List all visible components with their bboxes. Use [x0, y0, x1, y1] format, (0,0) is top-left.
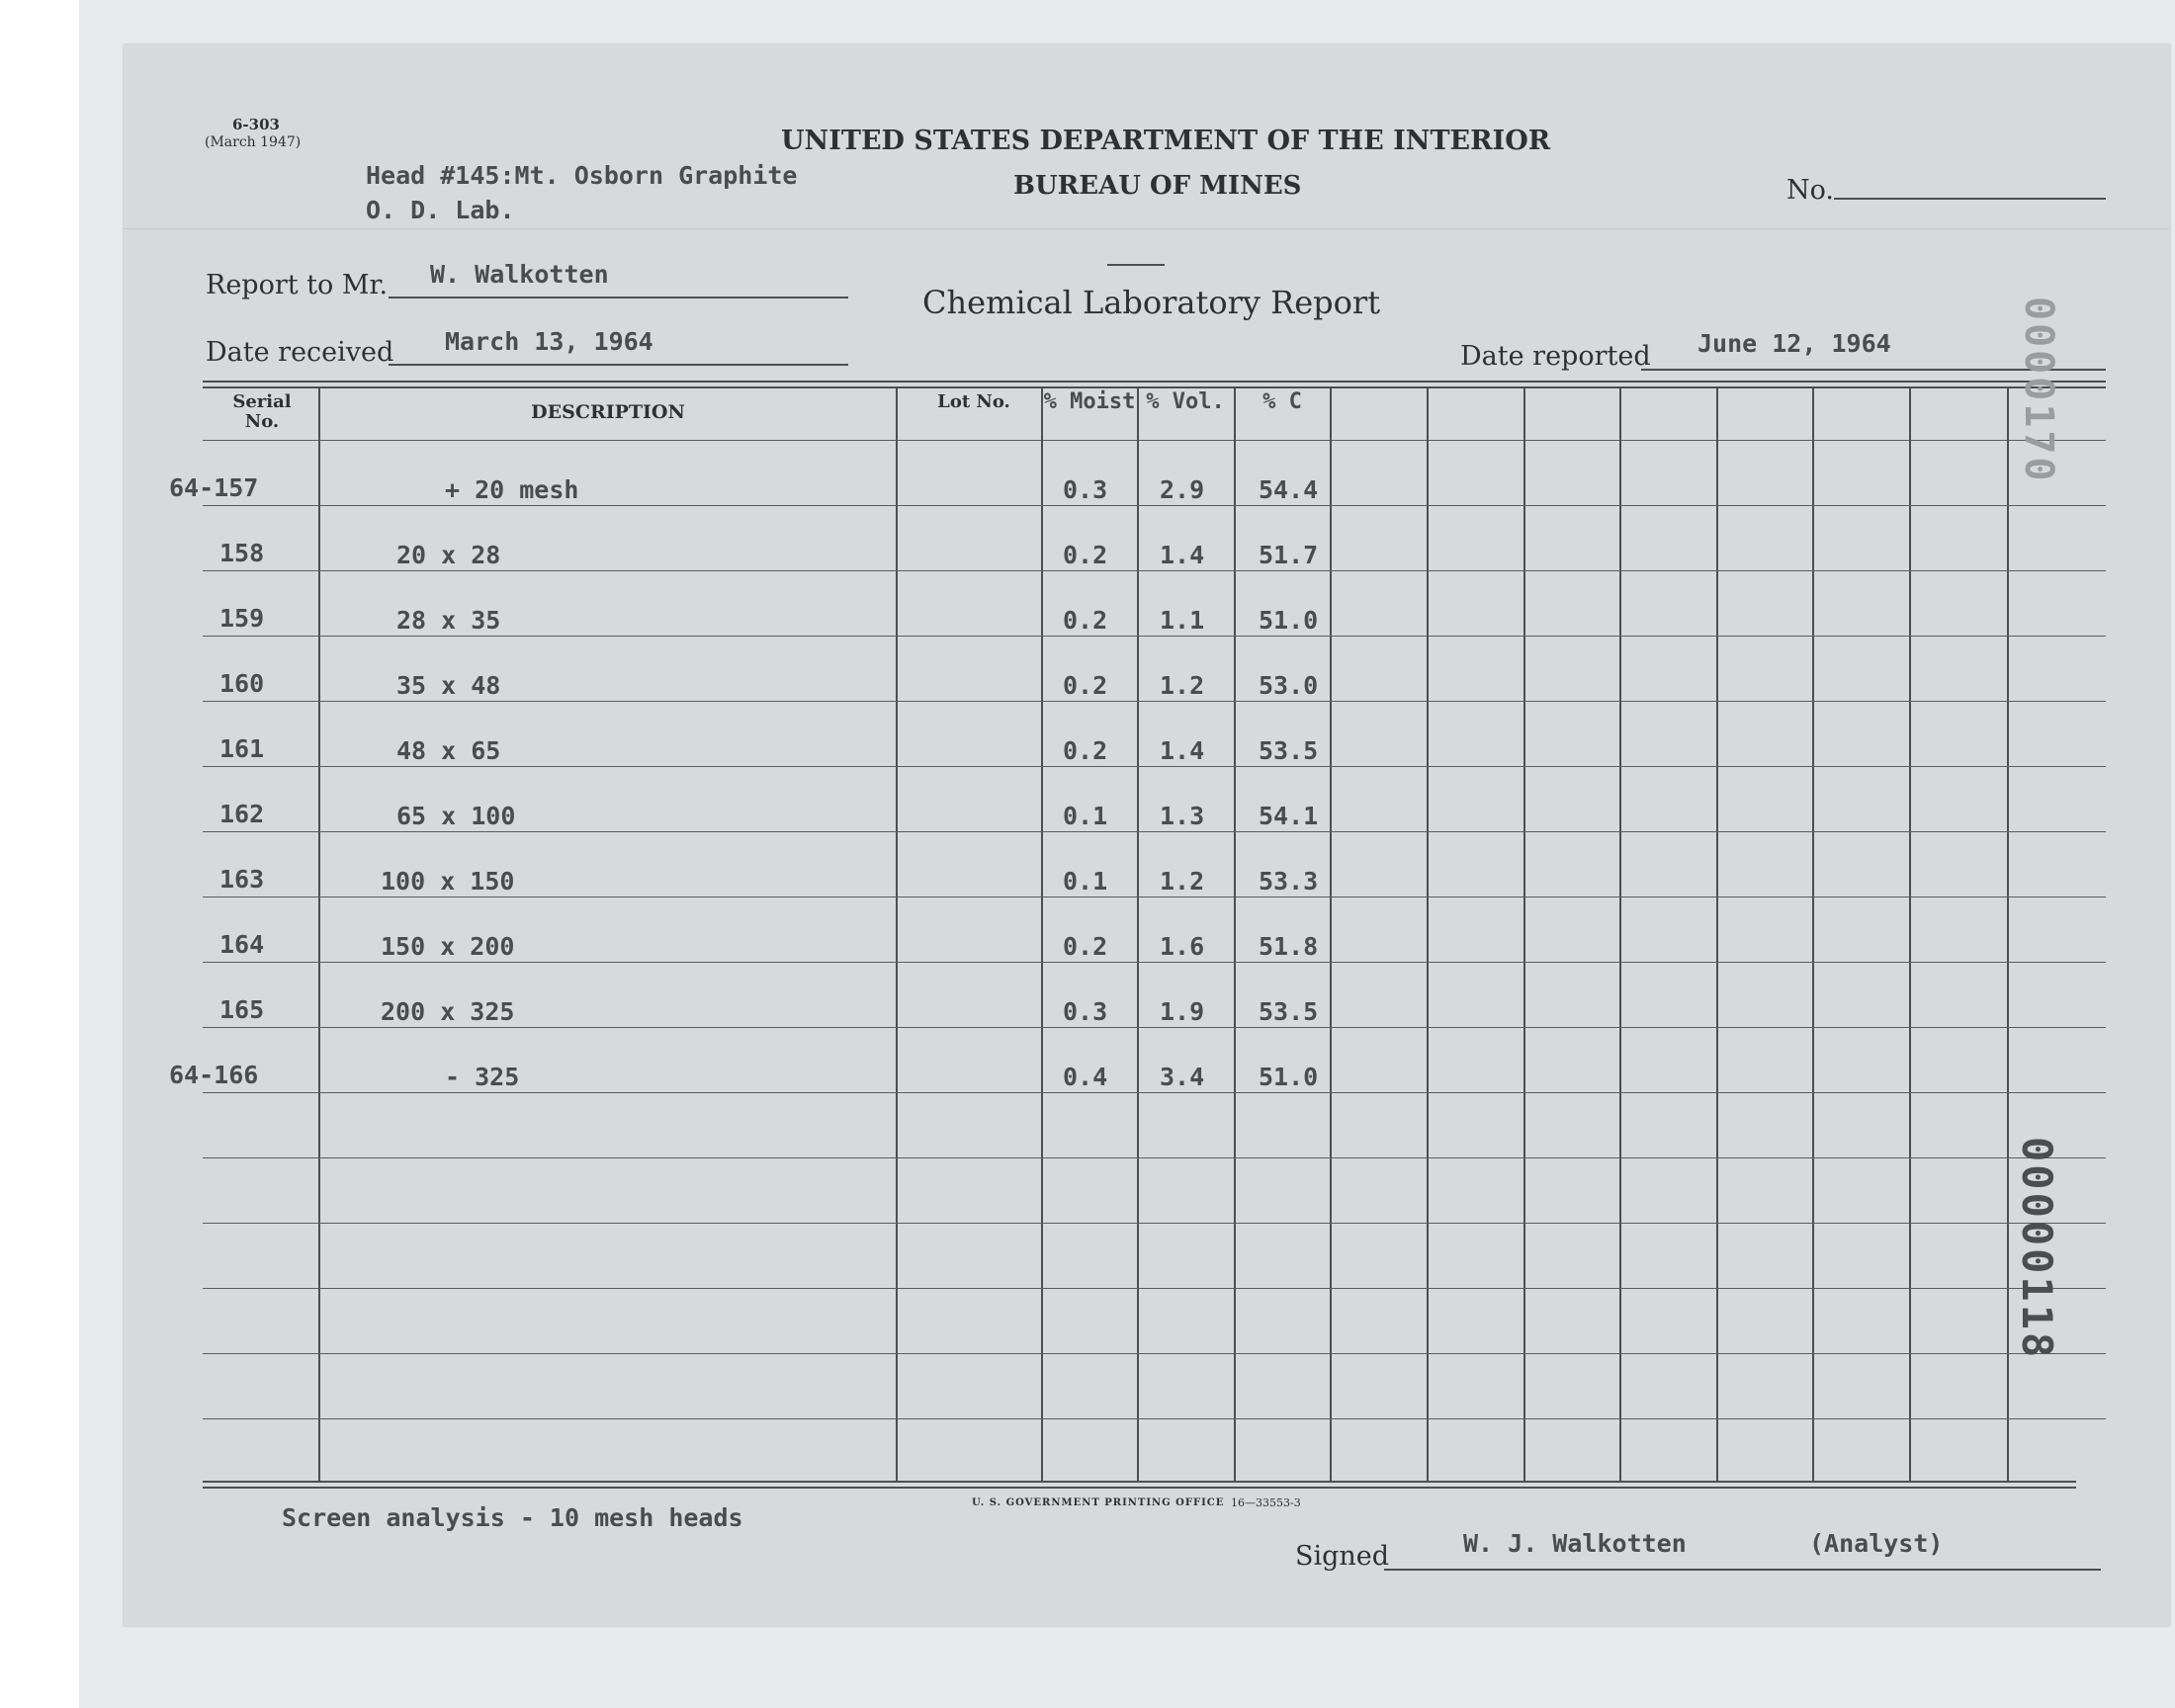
row-rule	[203, 962, 2106, 963]
stamp-number-lower: 00000118	[2013, 1137, 2061, 1361]
cell-c: 53.3	[1259, 867, 1319, 896]
report-to-value: W. Walkotten	[430, 260, 609, 289]
row-rule	[203, 636, 2106, 637]
cell-description: 48 x 65	[396, 736, 501, 765]
date-reported-label: Date reported	[1460, 341, 1651, 372]
no-label: No.	[1786, 175, 1834, 206]
row-rule	[203, 1223, 2106, 1224]
cell-vol: 1.1	[1160, 606, 1205, 635]
header-vol: % Vol.	[1146, 389, 1225, 414]
col-divider	[2007, 386, 2009, 1481]
signed-value: W. J. Walkotten	[1463, 1529, 1687, 1558]
col-divider	[1427, 386, 1429, 1481]
row-rule	[203, 1288, 2106, 1289]
cell-moist: 0.3	[1063, 475, 1108, 504]
signed-role: (Analyst)	[1809, 1529, 1944, 1558]
cell-description: + 20 mesh	[445, 475, 579, 504]
cell-serial: 164	[219, 930, 265, 959]
date-received-value: March 13, 1964	[445, 327, 653, 356]
cell-description: 100 x 150	[381, 867, 515, 896]
signed-label: Signed	[1295, 1541, 1390, 1572]
no-field	[1834, 198, 2106, 200]
table-header-rule	[203, 440, 2106, 441]
cell-vol: 2.9	[1160, 475, 1205, 504]
report-form	[124, 44, 2170, 1626]
form-edition: (March 1947)	[205, 134, 302, 150]
row-rule	[203, 1157, 2106, 1158]
printer-code: 16—33553-3	[1231, 1496, 1301, 1509]
col-divider	[1619, 386, 1621, 1481]
col-divider	[1330, 386, 1332, 1481]
cell-c: 51.7	[1259, 541, 1319, 569]
col-divider	[1041, 386, 1043, 1481]
head-line-1: Head #145:Mt. Osborn Graphite	[366, 161, 798, 190]
signature-field	[1384, 1569, 2101, 1571]
note-text: Screen analysis - 10 mesh heads	[282, 1503, 743, 1532]
cell-vol: 1.9	[1160, 997, 1205, 1026]
cell-moist: 0.1	[1063, 802, 1108, 830]
cell-c: 53.5	[1259, 997, 1319, 1026]
col-divider	[1909, 386, 1911, 1481]
bureau-title: BUREAU OF MINES	[1013, 171, 1302, 201]
table-bottom-rule-1	[203, 1481, 2076, 1483]
cell-vol: 3.4	[1160, 1063, 1205, 1091]
cell-vol: 1.2	[1160, 867, 1205, 896]
header-c: % C	[1262, 389, 1302, 414]
cell-moist: 0.2	[1063, 541, 1108, 569]
cell-serial: 163	[219, 865, 265, 894]
cell-serial: 64-157	[169, 473, 259, 502]
cell-c: 53.5	[1259, 736, 1319, 765]
cell-serial: 64-166	[169, 1061, 259, 1089]
col-divider	[1137, 386, 1139, 1481]
cell-moist: 0.4	[1063, 1063, 1108, 1091]
header-divider	[124, 228, 2170, 229]
report-to-label: Report to Mr.	[206, 270, 389, 300]
cell-vol: 1.6	[1160, 932, 1205, 961]
cell-description: 65 x 100	[396, 802, 516, 830]
cell-c: 51.0	[1259, 606, 1319, 635]
cell-vol: 1.3	[1160, 802, 1205, 830]
col-divider	[896, 386, 898, 1481]
cell-description: - 325	[445, 1063, 520, 1091]
col-divider	[318, 386, 320, 1481]
header-description: DESCRIPTION	[531, 401, 685, 423]
table-top-rule-1	[203, 381, 2106, 383]
header-serial-no: Serial No.	[232, 391, 292, 432]
row-rule	[203, 831, 2106, 832]
cell-description: 28 x 35	[396, 606, 501, 635]
report-to-field	[389, 297, 848, 299]
cell-serial: 162	[219, 800, 265, 828]
cell-vol: 1.4	[1160, 736, 1205, 765]
table-top-rule-2	[203, 386, 2106, 388]
cell-c: 51.0	[1259, 1063, 1319, 1091]
cell-moist: 0.2	[1063, 736, 1108, 765]
row-rule	[203, 1092, 2106, 1093]
title-rule	[1107, 264, 1165, 266]
date-received-field	[389, 364, 848, 366]
row-rule	[203, 1418, 2106, 1419]
printer-imprint: U. S. GOVERNMENT PRINTING OFFICE	[972, 1497, 1225, 1508]
row-rule	[203, 505, 2106, 506]
row-rule	[203, 701, 2106, 702]
date-reported-value: June 12, 1964	[1697, 329, 1891, 358]
cell-description: 150 x 200	[381, 932, 515, 961]
row-rule	[203, 1027, 2106, 1028]
cell-c: 53.0	[1259, 671, 1319, 700]
cell-moist: 0.2	[1063, 606, 1108, 635]
header-moist: % Moist	[1043, 389, 1136, 414]
cell-serial: 161	[219, 734, 265, 763]
cell-c: 54.4	[1259, 475, 1319, 504]
cell-serial: 165	[219, 995, 265, 1024]
cell-vol: 1.2	[1160, 671, 1205, 700]
date-received-label: Date received	[206, 337, 394, 368]
table-bottom-rule-2	[203, 1487, 2076, 1489]
col-divider	[1234, 386, 1236, 1481]
row-rule	[203, 766, 2106, 767]
cell-serial: 160	[219, 669, 265, 698]
head-line-2: O. D. Lab.	[366, 196, 515, 224]
cell-vol: 1.4	[1160, 541, 1205, 569]
stamp-number-upper: 0000170	[2016, 297, 2061, 484]
form-number: 6-303	[232, 116, 280, 133]
cell-moist: 0.3	[1063, 997, 1108, 1026]
row-rule	[203, 570, 2106, 571]
cell-moist: 0.2	[1063, 932, 1108, 961]
col-divider	[1812, 386, 1814, 1481]
cell-description: 200 x 325	[381, 997, 515, 1026]
cell-description: 35 x 48	[396, 671, 501, 700]
scan-margin	[0, 0, 79, 1708]
col-divider	[1523, 386, 1525, 1481]
cell-moist: 0.2	[1063, 671, 1108, 700]
cell-c: 51.8	[1259, 932, 1319, 961]
cell-description: 20 x 28	[396, 541, 501, 569]
agency-title: UNITED STATES DEPARTMENT OF THE INTERIOR	[781, 126, 1551, 156]
cell-moist: 0.1	[1063, 867, 1108, 896]
cell-serial: 158	[219, 539, 265, 567]
cell-c: 54.1	[1259, 802, 1319, 830]
report-title: Chemical Laboratory Report	[922, 284, 1381, 321]
cell-serial: 159	[219, 604, 265, 633]
header-lot-no: Lot No.	[937, 391, 1010, 412]
row-rule	[203, 1353, 2106, 1354]
col-divider	[1716, 386, 1718, 1481]
